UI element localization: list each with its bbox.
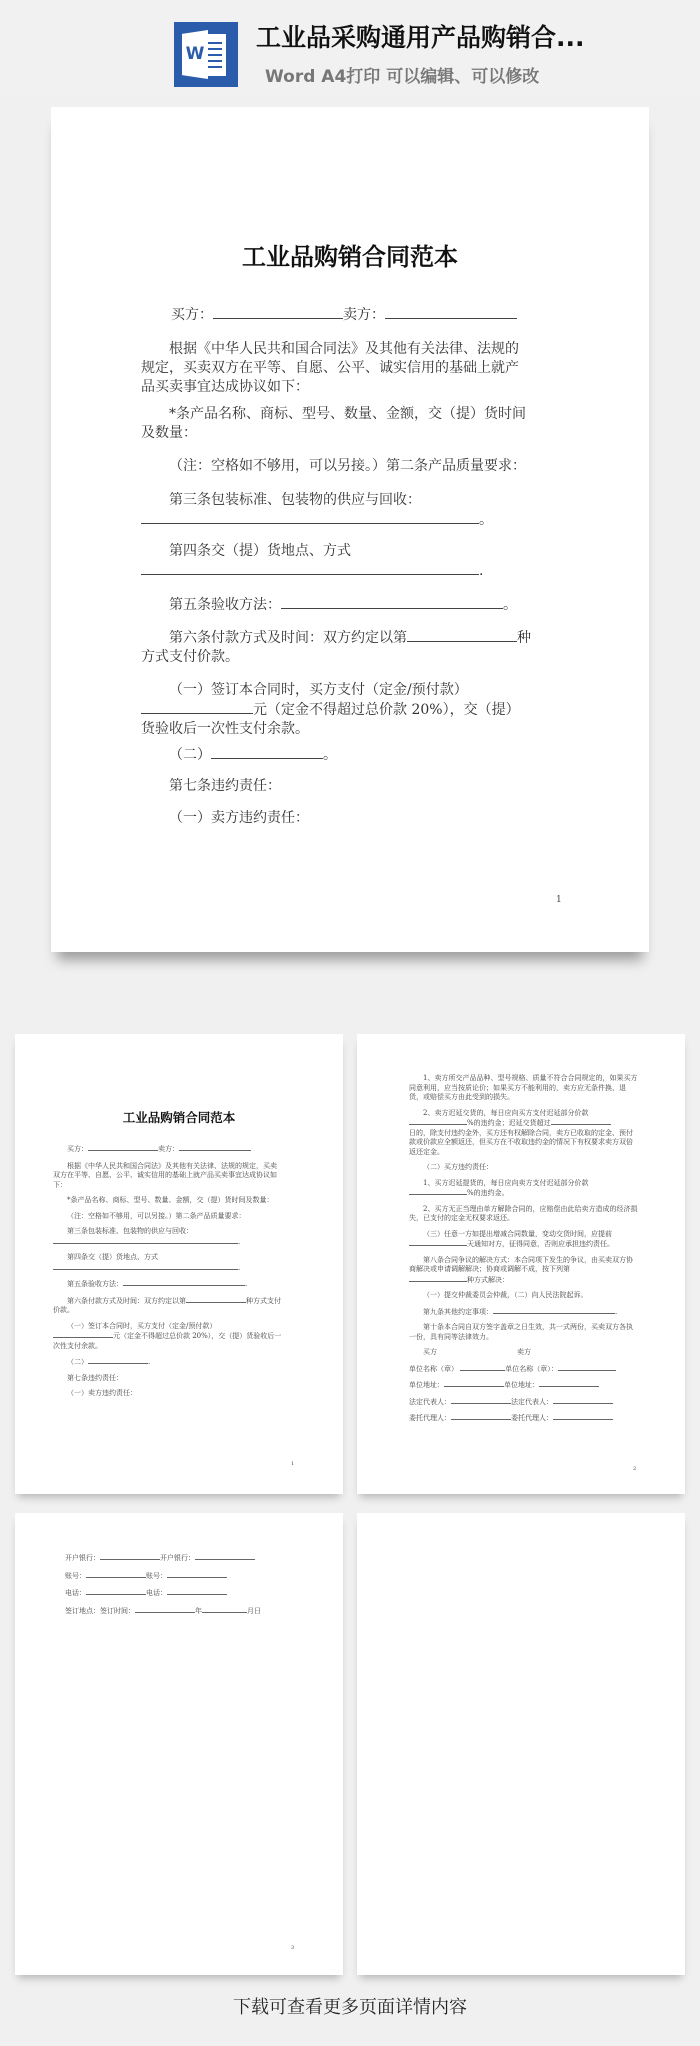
note-article-2: （注：空格如不够用，可以另接。）第二条产品质量要求： <box>169 458 526 474</box>
acceptance-field[interactable] <box>281 595 503 609</box>
party-line: 买方： 卖方： <box>171 305 591 325</box>
preview-page-large <box>51 107 649 952</box>
thumbnail-page-1[interactable]: 工业品购销合同范本 买方： 卖方： 根据《中华人民共和国合同法》及其他有关法律、法规的规定，买卖双方在平等、自愿、公平、诚实信用的基础上就产品买卖事宜达成协议如下： *条产品名称、商标、型号、数量、金额，交（提）货时间及数量： （注：空格如不够用，可以另接。）第二条产品质量要求： 第三条包装标准、包装物的供应与回收： . 第四条交（提）货地点、方式 . 第五条验收方法： . 第六条付款方式及时间：双方约定以第 种方式支付价款。 （一）签订本合同时，买方支付（定金/预付款） 元（定金不得超过总价款 20%），交（提）货验收后一次性支付余款。 （二） . 第七条违约责任： （一）卖方违约责任： 1 <box>15 1034 343 1494</box>
page-number: 1 <box>556 895 562 905</box>
payment-method-field[interactable] <box>407 628 517 642</box>
document-subtitle: Word A4打印 可以编辑、可以修改 <box>265 67 540 87</box>
deposit-amount-field[interactable] <box>141 700 253 714</box>
article-5: 第五条验收方法： 。 <box>169 597 517 613</box>
intro-paragraph: 根据《中华人民共和国合同法》及其他有关法律、法规的规定，买卖双方在平等、自愿、公平、诚实信用的基础上就产品买卖事宜达成协议如下： <box>141 341 519 395</box>
article-7: 第七条违约责任： <box>169 778 281 794</box>
thumbnail-page-3[interactable]: 开户银行： 开户银行： 账号： 账号： 电话： 电话： 签订地点：签订时间： 年 月日 3 <box>15 1513 343 1975</box>
article-3: 第三条包装标准、包装物的供应与回收： 。 <box>141 491 531 530</box>
document-title: 工业品采购通用产品购销合... <box>256 23 585 52</box>
packaging-field[interactable] <box>141 510 479 524</box>
thumbnail-page-4[interactable] <box>357 1513 685 1975</box>
word-icon-letter: W <box>185 44 205 64</box>
thumbnail-title: 工业品购销合同范本 <box>122 1110 236 1125</box>
contract-title: 工业品购销合同范本 <box>242 243 458 271</box>
buyer-field[interactable] <box>213 305 343 319</box>
download-more-text[interactable]: 下载可查看更多页面详情内容 <box>233 1997 467 2018</box>
thumbnail-page-2[interactable]: 1、卖方所交产品品种、型号规格、质量不符合合同规定的，如果买方同意利用，应当按质论价；如果买方不能利用的，卖方应无条件换、退货，或赔偿买方由此受到的损失。 2、卖方迟延交货的，每日应向买方支付迟延部分价款 %的违约金；迟延交货超过 日的，除支付违约金外，买方还有权解除合同，卖方已收取的定金、预付款或价款应全额返还，但买方在不收取违约金的情况下有权要求卖方双倍返还定金。 （二）买方违约责任： 1、买方迟延提货的，每日应向卖方支付迟延部分价款 %的违约金。 2、买方无正当理由单方解除合同的，应赔偿由此给卖方造成的经济损失，已支付的定金无权要求返还。 （三）任意一方如提出增减合同数量，变动交货时间，应提前 天通知对方，征得同意，否则应承担违约责任。 第八条合同争议的解决方式：本合同项下发生的争议，由买卖双方协商解决或申请调解解决；协商或调解不成，按下列第 种方式解决： （一）提交仲裁委员会仲裁，（二）向人民法院起诉。 第九条其他约定事项： . 第十条本合同自双方签字盖章之日生效，共一式两份，买卖双方各执一份，具有同等法律效力。 买方 卖方 单位名称（章） 单位名称（章）： 单位地址： 单位地址： 法定代表人： 法定代表人： 委托代理人： 委托代理人： 2 <box>357 1034 685 1494</box>
header <box>0 0 700 96</box>
payment-other-field[interactable] <box>211 745 323 759</box>
seller-liability: （一）卖方违约责任： <box>169 810 309 826</box>
delivery-field[interactable] <box>141 561 479 575</box>
payment-clause-1: （一）签订本合同时，买方支付（定金/预付款） 元（定金不得超过总价款 20%），交（提）货验收后一次性支付余款。 <box>141 682 520 737</box>
seller-field[interactable] <box>385 305 517 319</box>
payment-clause-2: （二） 。 <box>169 747 337 763</box>
article-1: *条产品名称、商标、型号、数量、金额，交（提）货时间及数量： <box>141 406 526 441</box>
article-4: 第四条交（提）货地点、方式 . <box>141 542 531 581</box>
article-6: 第六条付款方式及时间：双方约定以第 种方式支付价款。 <box>141 630 531 665</box>
word-icon <box>174 22 238 87</box>
